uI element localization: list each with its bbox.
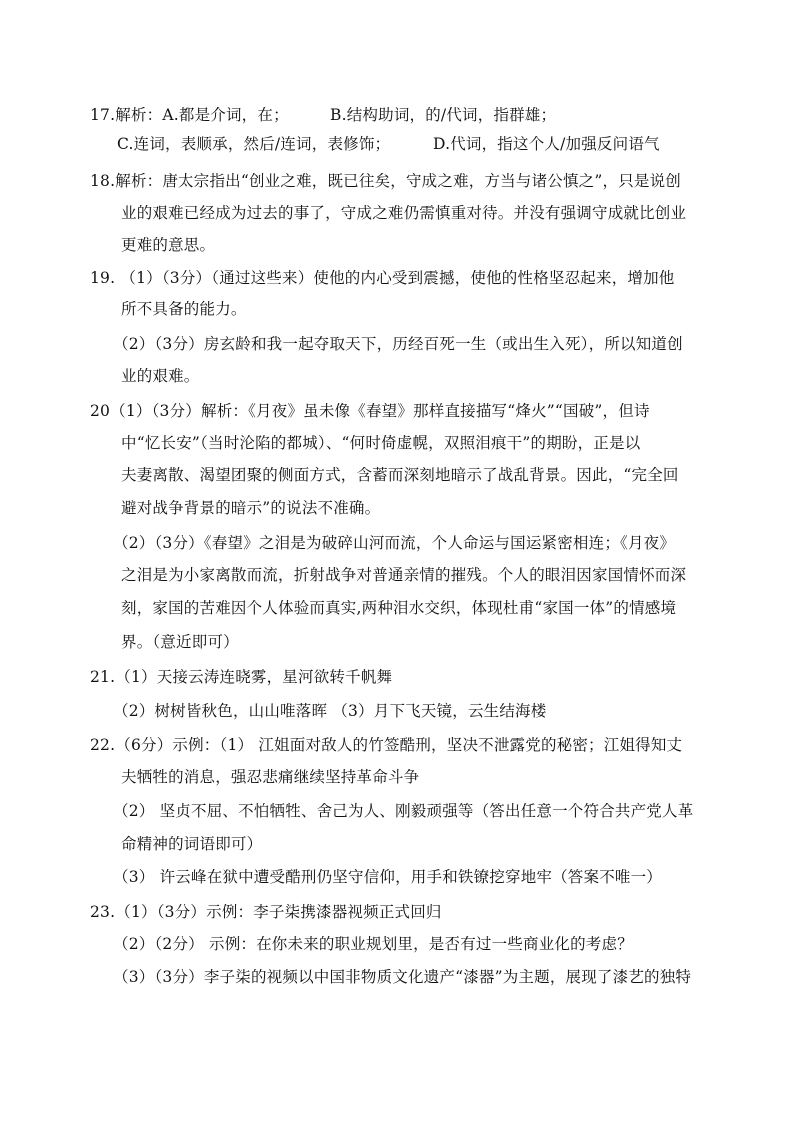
- q17-line-c: C.连词，表顺承，然后/连词，表修饰；: [117, 135, 391, 153]
- q20-line-4: 避对战争背景的暗示”的说法不准确。: [121, 499, 381, 517]
- q17-line-d: D.代词，指这个人/加强反问语气: [433, 135, 660, 153]
- q21-line-2: （2）树树皆秋色，山山唯落晖 （3）月下飞天镜，云生结海楼: [113, 702, 547, 720]
- q23-line-2: （2）（2分） 示例：在你未来的职业规划里，是否有过一些商业化的考虑？: [113, 935, 633, 953]
- q20-line-2: 中“忆长安”（当时沦陷的都城）、“何时倚虚幌，双照泪痕干”的期盼，正是以: [121, 434, 641, 452]
- q17-line-b: B.结构助词，的/代词，指群雄；: [330, 106, 557, 124]
- q22-line-1: 22.（6分）示例：（1） 江姐面对敌人的竹签酷刑，坚决不泄露党的秘密；江姐得知丈: [90, 736, 683, 754]
- q22-line-2: 夫牺牲的消息，强忍悲痛继续坚持革命斗争: [121, 768, 420, 786]
- q18-line-3: 更难的意思。: [121, 236, 216, 254]
- q22-line-4: 命精神的词语即可）: [121, 835, 263, 853]
- q17-line-a: 17.解析：A.都是介词，在；: [90, 106, 289, 124]
- q19-line-4: 业的艰难。: [121, 367, 200, 385]
- q23-line-1: 23.（1）（3分）示例：李子柒携漆器视频正式回归: [90, 903, 442, 921]
- q18-line-1: 18.解析：唐太宗指出“创业之难，既已往矣，守成之难，方当与诸公慎之”，只是说创: [90, 172, 682, 190]
- q20-line-1: 20（1）（3分）解析：《月夜》虽未像《春望》那样直接描写“烽火”“国破”，但诗: [90, 402, 650, 420]
- q20-line-7: 刻，家国的苦难因个人体验而真实,两种泪水交织，体现杜甫“家国一体”的情感境: [121, 599, 677, 617]
- q20-line-6: 之泪是为小家离散而流，折射战争对普通亲情的摧残。个人的眼泪因家国情怀而深: [121, 566, 687, 584]
- q23-line-3: （3）（3分）李子柒的视频以中国非物质文化遗产“漆器”为主题，展现了漆艺的独特: [113, 968, 692, 986]
- q22-line-3: （2） 坚贞不屈、不怕牺牲、舍己为人、刚毅顽强等（答出任意一个符合共产党人革: [113, 802, 694, 820]
- q20-line-5: （2）（3分）《春望》之泪是为破碎山河而流，个人命运与国运紧密相连；《月夜》: [113, 534, 676, 552]
- q19-line-2: 所不具备的能力。: [121, 300, 247, 318]
- q20-line-8: 界。（意近即可）: [121, 633, 239, 651]
- q18-line-2: 业的艰难已经成为过去的事了，守成之难仍需慎重对待。并没有强调守成就比创业: [121, 204, 687, 222]
- q19-line-3: （2）（3分）房玄龄和我一起夺取天下，历经百死一生（或出生入死），所以知道创: [113, 335, 683, 353]
- q20-line-3: 夫妻离散、渴望团聚的侧面方式，含蓄而深刻地暗示了战乱背景。因此，“完全回: [121, 466, 679, 484]
- q19-line-1: 19. （1）（3分）（通过这些来）使他的内心受到震撼，使他的性格坚忍起来，增加他: [90, 269, 675, 287]
- q22-line-5: （3） 许云峰在狱中遭受酷刑仍坚守信仰，用手和铁镣挖穿地牢（答案不唯一）: [113, 868, 662, 886]
- q21-line-1: 21.（1）天接云涛连晓雾，星河欲转千帆舞: [90, 668, 393, 686]
